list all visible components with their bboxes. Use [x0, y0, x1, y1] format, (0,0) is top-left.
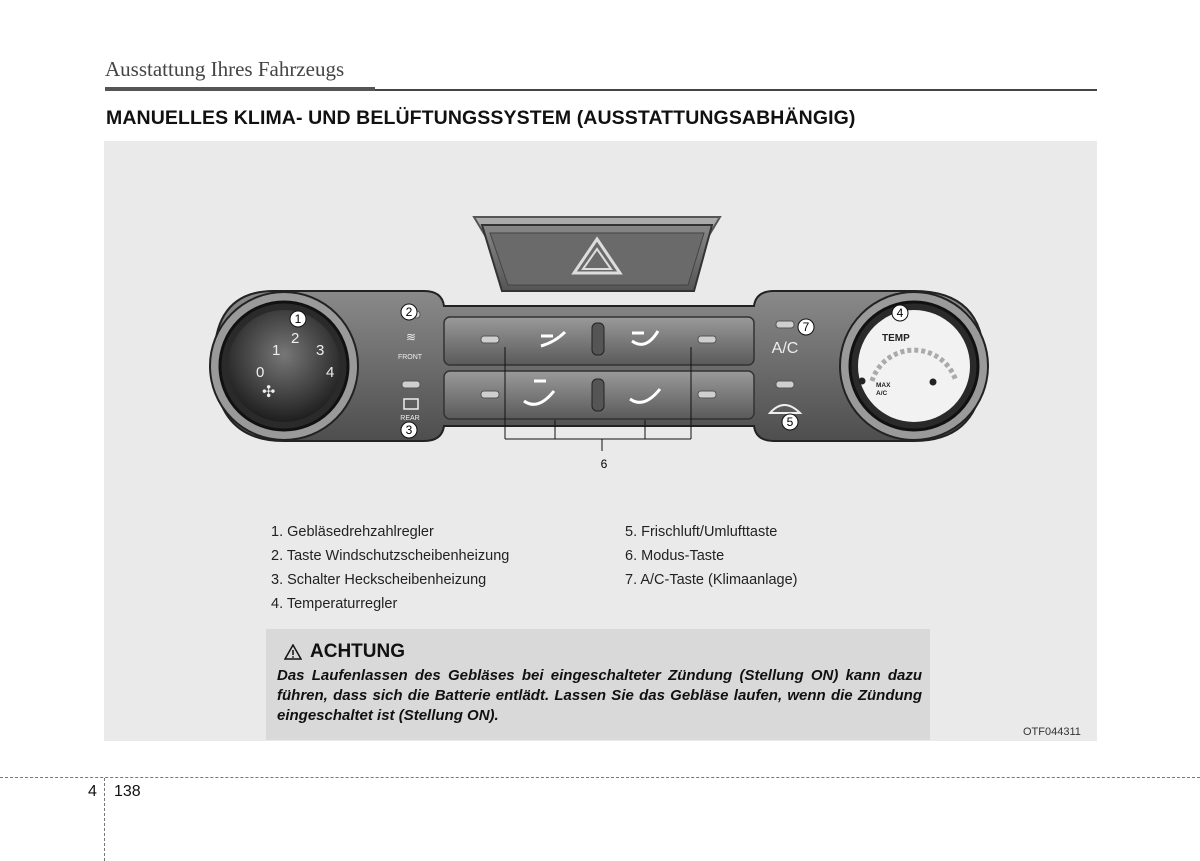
- climate-control-illustration: [104, 141, 1097, 481]
- section-title: Ausstattung Ihres Fahrzeugs: [105, 57, 345, 81]
- svg-text:4: 4: [326, 364, 335, 381]
- figure-code: OTF044311: [1023, 726, 1081, 738]
- svg-text:3: 3: [316, 342, 325, 359]
- svg-text:FRONT: FRONT: [397, 354, 423, 361]
- header-rule-thick: [105, 87, 375, 91]
- svg-text:0: 0: [256, 364, 265, 381]
- legend-item-4: 4. Temperaturregler: [271, 596, 398, 612]
- warning-title: ACHTUNG: [310, 641, 405, 662]
- footer-dashed-divider: [104, 778, 105, 861]
- legend-item-6: 6. Modus-Taste: [625, 548, 725, 564]
- warning-text: Das Laufenlassen des Gebläses bei eingeschalteter Zündung (Stellung ON) kann dazu führen, dass sich die Batterie entlädt. Lassen Sie das Gebläse laufen, wenn die Zündung eingeschaltet ist (Stellung ON).: [277, 667, 922, 724]
- page-number: 138: [114, 783, 141, 800]
- legend-item-2: 2. Taste Windschutzscheibenheizung: [271, 548, 510, 564]
- legend-item-3: 3. Schalter Heckscheibenheizung: [271, 572, 487, 588]
- svg-text:1: 1: [294, 312, 302, 326]
- svg-text:TEMP: TEMP: [882, 333, 910, 344]
- callout-5: [782, 414, 798, 430]
- page-heading: MANUELLES KLIMA- UND BELÜFTUNGSSYSTEM (AUSSTATTUNGSABHÄNGIG): [106, 107, 856, 129]
- svg-text:A/C: A/C: [771, 340, 799, 357]
- warning-header: [284, 641, 405, 663]
- svg-text:7: 7: [802, 320, 810, 334]
- svg-text:4: 4: [896, 306, 904, 320]
- svg-text:MAX: MAX: [876, 382, 891, 389]
- chapter-number: 4: [88, 783, 97, 800]
- callout-2: [401, 304, 417, 320]
- callout-4: [892, 305, 908, 321]
- callout-1: [290, 311, 306, 327]
- svg-text:2: 2: [291, 330, 300, 347]
- legend-item-1: 1. Gebläsedrehzahlregler: [271, 524, 434, 540]
- warning-triangle-icon: [284, 644, 302, 660]
- svg-text:3: 3: [405, 423, 413, 437]
- header-rule-thin: [375, 89, 1097, 91]
- svg-text:5: 5: [786, 415, 794, 429]
- fan-icon: ✣: [262, 382, 276, 401]
- hazard-button: [474, 217, 720, 291]
- svg-text:REAR: REAR: [400, 415, 420, 422]
- footer-dashed-rule: [0, 777, 1200, 778]
- callout-6: 6: [600, 457, 608, 471]
- svg-text:≋: ≋: [405, 330, 417, 344]
- callout-3: [401, 422, 417, 438]
- temperature-knob: [840, 292, 988, 440]
- fan-speed-knob: [210, 292, 358, 440]
- legend-item-7: 7. A/C-Taste (Klimaanlage): [625, 572, 798, 588]
- svg-text:1: 1: [272, 342, 281, 359]
- callout-7: [798, 319, 814, 335]
- warning-box: [266, 629, 930, 740]
- svg-text:A/C: A/C: [876, 390, 888, 397]
- legend-item-5: 5. Frischluft/Umlufttaste: [625, 524, 778, 540]
- svg-text:2: 2: [405, 305, 413, 319]
